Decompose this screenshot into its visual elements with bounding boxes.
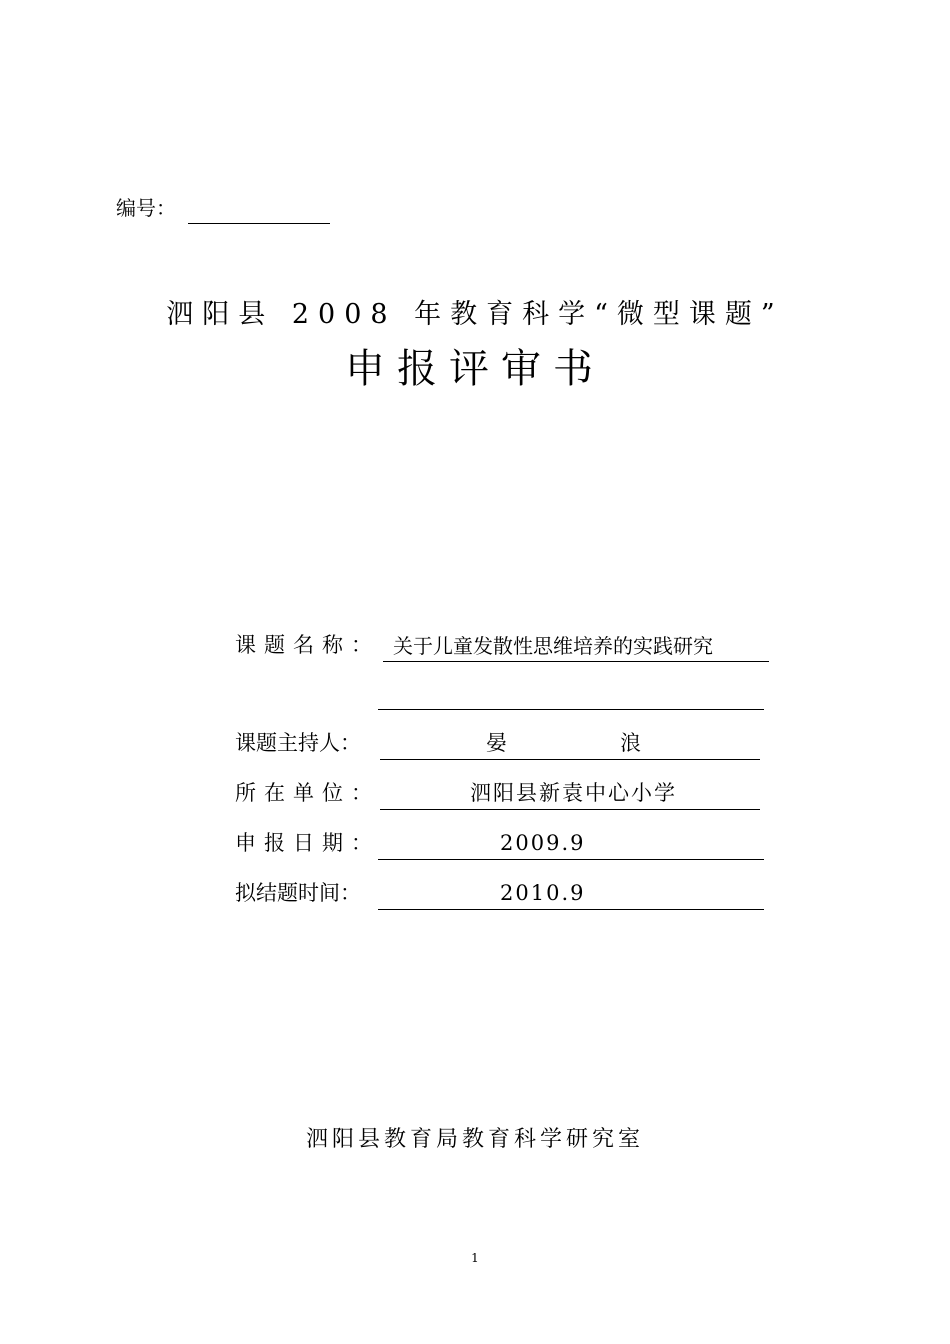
unit-label: 所在单位： [235,781,380,805]
host-given-name-value: 浪 [620,731,641,755]
document-title-line2: 申报评审书 [345,346,605,392]
host-label: 课题主持人： [235,731,361,755]
apply-date-value: 2009.9 [500,831,586,855]
unit-value: 泗阳县新袁中心小学 [470,781,677,805]
topic-name-underline [383,661,769,662]
issuing-organization: 泗阳县教育局教育科学研究室 [305,1127,644,1152]
unit-underline [380,809,760,810]
host-surname-value: 晏 [486,731,507,755]
apply-date-underline [378,859,764,860]
end-date-underline [378,909,764,910]
serial-number-blank-line [188,223,330,224]
document-title-line1: 泗阳县 2008 年教育科学“微型课题” [166,299,784,330]
topic-name-label: 课题名称： [235,633,380,657]
topic-name-second-line [378,709,764,710]
page-number: 1 [471,1251,479,1265]
end-date-label: 拟结题时间： [235,881,361,905]
topic-name-value: 关于儿童发散性思维培养的实践研究 [393,634,713,658]
apply-date-label: 申报日期： [235,831,380,855]
host-underline [380,759,760,760]
end-date-value: 2010.9 [500,881,586,905]
serial-number-label: 编号： [116,196,176,220]
